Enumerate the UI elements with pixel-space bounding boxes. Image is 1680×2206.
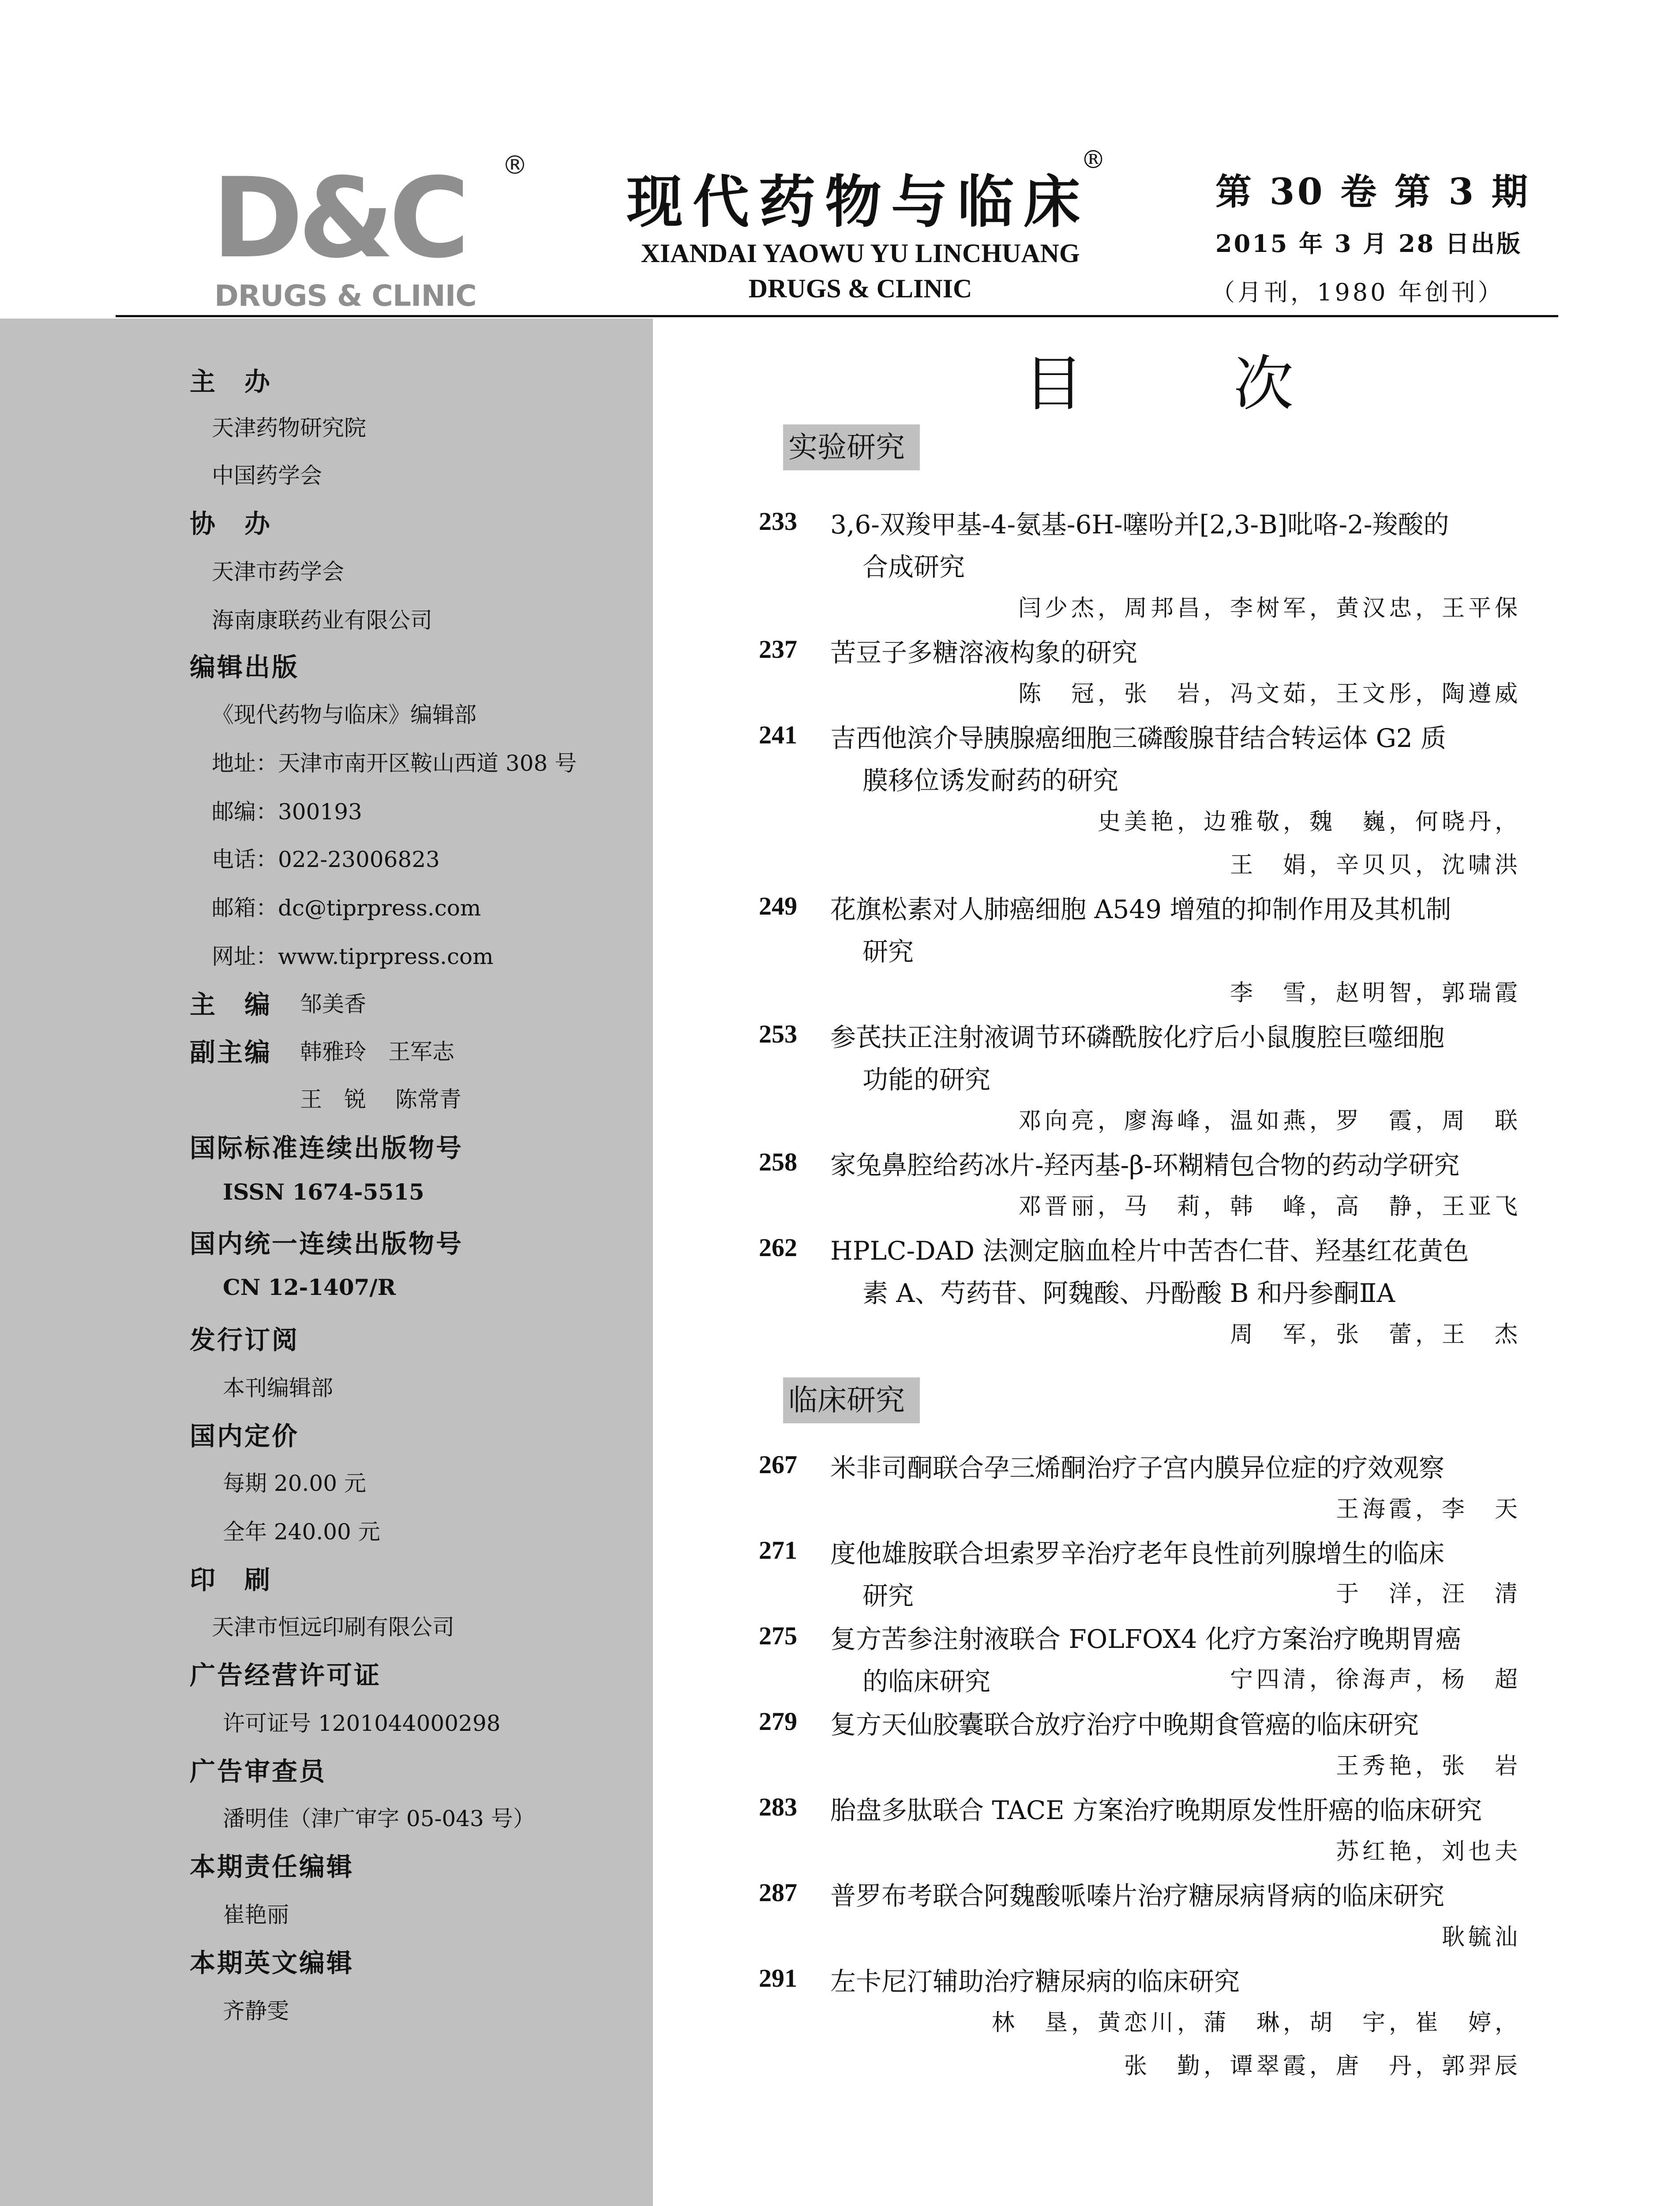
- issn: ISSN 1674-5515: [223, 1179, 424, 1205]
- volume-issue: 第 30 卷 第 3 期: [1215, 171, 1530, 213]
- article-authors: 王海霞，李 天: [1335, 1496, 1521, 1523]
- english-editor-heading: 本期英文编辑: [190, 1948, 354, 1978]
- article-title: HPLC-DAD 法测定脑血栓片中苦杏仁苷、羟基红花黄色: [830, 1236, 1469, 1266]
- section-heading: 临床研究: [783, 1377, 920, 1423]
- section-heading: 实验研究: [783, 424, 920, 470]
- journal-registered-mark: ®: [1081, 146, 1106, 174]
- page-number: 233: [759, 507, 797, 536]
- article-title: 吉西他滨介导胰腺癌细胞三磷酸腺苷结合转运体 G2 质: [830, 723, 1447, 753]
- article-authors: 邓向亮，廖海峰，温如燕，罗 霞，周 联: [1018, 1108, 1521, 1134]
- article-authors: 邓晋丽，马 莉，韩 峰，高 静，王亚飞: [1018, 1193, 1521, 1220]
- price-per-year: 全年 240.00 元: [223, 1519, 380, 1545]
- article-title: 参芪扶正注射液调节环磷酰胺化疗后小鼠腹腔巨噬细胞: [830, 1022, 1445, 1052]
- article-title-cont: 膜移位诱发耐药的研究: [862, 765, 1119, 795]
- journal-title-cn: 现代药物与临床: [626, 169, 1090, 235]
- page-number: 283: [759, 1793, 797, 1821]
- article-title-cont: 研究: [862, 937, 914, 967]
- distribution-heading: 发行订阅: [190, 1325, 300, 1355]
- ad-license: 许可证号 1201044000298: [223, 1711, 501, 1736]
- founded-note: （月刊，1980 年创刊）: [1211, 278, 1504, 306]
- page-number: 253: [759, 1020, 797, 1048]
- publication-date: 2015 年 3 月 28 日出版: [1215, 229, 1522, 258]
- article-title: 复方苦参注射液联合 FOLFOX4 化疗方案治疗晚期胃癌: [830, 1624, 1462, 1654]
- logo-registered-mark: ®: [502, 150, 528, 180]
- postcode: 邮编：300193: [212, 799, 362, 825]
- vice-editor-heading: 副主编: [190, 1037, 272, 1067]
- address: 地址：天津市南开区鞍山西道 308 号: [212, 750, 577, 776]
- article-authors: 张 勤，谭翠霞，唐 丹，郭羿辰: [1124, 2053, 1521, 2079]
- distribution: 本刊编辑部: [223, 1375, 333, 1401]
- journal-logo: [212, 154, 494, 313]
- editpub-dept: 《现代药物与临床》编辑部: [212, 702, 476, 728]
- journal-title-pinyin: XIANDAI YAOWU YU LINCHUANG: [641, 239, 1080, 268]
- article-title-cont: 合成研究: [862, 552, 965, 582]
- page-number: 241: [759, 720, 797, 749]
- printer: 天津市恒远印刷有限公司: [212, 1614, 454, 1640]
- chief-editor: 邹美香: [300, 991, 366, 1017]
- cn-heading: 国内统一连续出版物号: [190, 1229, 464, 1259]
- article-authors: 陈 冠，张 岩，冯文茹，王文彤，陶遵威: [1018, 681, 1521, 707]
- article-authors: 李 雪，赵明智，郭瑞霞: [1230, 980, 1521, 1006]
- article-authors: 王 娟，辛贝贝，沈啸洪: [1230, 852, 1521, 878]
- page-number: 291: [759, 1964, 797, 1992]
- price-heading: 国内定价: [190, 1421, 300, 1451]
- article-authors: 宁四清，徐海声，杨 超: [1230, 1666, 1521, 1693]
- page-number: 279: [759, 1707, 797, 1736]
- vice-editors: 韩雅玲 王军志: [300, 1039, 454, 1065]
- sponsor-item: 天津药物研究院: [212, 415, 366, 441]
- ad-reviewer: 潘明佳（津广审字 05-043 号）: [223, 1806, 535, 1831]
- article-authors: 林 垦，黄恋川，蒲 琳，胡 宇，崔 婷，: [991, 2010, 1521, 2036]
- english-editor: 齐静雯: [223, 1998, 289, 2024]
- page-number: 271: [759, 1536, 797, 1564]
- article-title: 度他雄胺联合坦索罗辛治疗老年良性前列腺增生的临床: [830, 1538, 1445, 1568]
- article-title-cont: 功能的研究: [862, 1065, 991, 1095]
- phone: 电话：022-23006823: [212, 847, 440, 872]
- cosponsor-heading: 协 办: [190, 509, 272, 539]
- toc-title: 目次: [1024, 349, 1444, 419]
- article-title: 3,6-双羧甲基-4-氨基-6H-噻吩并[2,3-B]吡咯-2-羧酸的: [830, 510, 1449, 540]
- article-authors: 王秀艳，张 岩: [1335, 1753, 1521, 1779]
- sponsor-heading: 主 办: [190, 367, 272, 397]
- sponsor-item: 中国药学会: [212, 463, 322, 488]
- article-authors: 于 洋，汪 清: [1335, 1581, 1521, 1607]
- page-number: 275: [759, 1621, 797, 1650]
- article-authors: 苏红艳，刘也夫: [1335, 1838, 1521, 1865]
- page-number: 258: [759, 1148, 797, 1176]
- article-title: 家兔鼻腔给药冰片-羟丙基-β-环糊精包合物的药动学研究: [830, 1150, 1460, 1180]
- article-authors: 闫少杰，周邦昌，李树军，黄汉忠，王平保: [1018, 595, 1521, 622]
- article-authors: 周 军，张 蕾，王 杰: [1230, 1321, 1521, 1348]
- chief-editor-heading: 主 编: [190, 990, 272, 1020]
- website: 网址：www.tiprpress.com: [212, 944, 494, 969]
- email: 邮箱：dc@tiprpress.com: [212, 895, 481, 921]
- vice-editors: 王 锐 陈常青: [300, 1087, 461, 1112]
- article-title: 苦豆子多糖溶液构象的研究: [830, 638, 1138, 668]
- article-authors: 耿毓汕: [1441, 1924, 1521, 1951]
- page-number: 267: [759, 1450, 797, 1479]
- article-title: 左卡尼汀辅助治疗糖尿病的临床研究: [830, 1966, 1240, 1996]
- responsible-editor-heading: 本期责任编辑: [190, 1852, 354, 1882]
- ad-license-heading: 广告经营许可证: [190, 1660, 382, 1690]
- page-number: 287: [759, 1878, 797, 1907]
- printer-heading: 印 刷: [190, 1565, 272, 1595]
- cosponsor-item: 海南康联药业有限公司: [212, 608, 432, 633]
- header-rule: [116, 315, 1558, 317]
- article-title-cont: 研究: [862, 1581, 914, 1611]
- article-title: 花旗松素对人肺癌细胞 A549 增殖的抑制作用及其机制: [830, 894, 1451, 924]
- article-title: 复方天仙胶囊联合放疗治疗中晚期食管癌的临床研究: [830, 1710, 1419, 1740]
- cosponsor-item: 天津市药学会: [212, 559, 344, 585]
- price-per-issue: 每期 20.00 元: [223, 1471, 366, 1496]
- article-title-cont: 素 A、芍药苷、阿魏酸、丹酚酸 B 和丹参酮ⅡA: [862, 1278, 1395, 1308]
- issn-heading: 国际标准连续出版物号: [190, 1133, 464, 1163]
- article-title: 米非司酮联合孕三烯酮治疗子宫内膜异位症的疗效观察: [830, 1453, 1445, 1483]
- page-number: 237: [759, 635, 797, 664]
- masthead-sidebar: [0, 319, 653, 2206]
- journal-title-en: DRUGS & CLINIC: [748, 274, 972, 303]
- article-title-cont: 的临床研究: [862, 1666, 991, 1696]
- page-number: 262: [759, 1233, 797, 1262]
- responsible-editor: 崔艳丽: [223, 1902, 289, 1928]
- article-title: 普罗布考联合阿魏酸哌嗪片治疗糖尿病肾病的临床研究: [830, 1881, 1445, 1911]
- cn-number: CN 12-1407/R: [223, 1274, 396, 1300]
- ad-reviewer-heading: 广告审查员: [190, 1756, 327, 1786]
- article-title: 胎盘多肽联合 TACE 方案治疗晚期原发性肝癌的临床研究: [830, 1795, 1482, 1825]
- article-authors: 史美艳，边雅敬，魏 巍，何晓丹，: [1097, 809, 1521, 835]
- logo-subtitle: DRUGS & CLINIC: [214, 279, 476, 313]
- page-number: 249: [759, 892, 797, 920]
- editpub-heading: 编辑出版: [190, 652, 300, 682]
- logo-mark: D&C: [212, 154, 465, 282]
